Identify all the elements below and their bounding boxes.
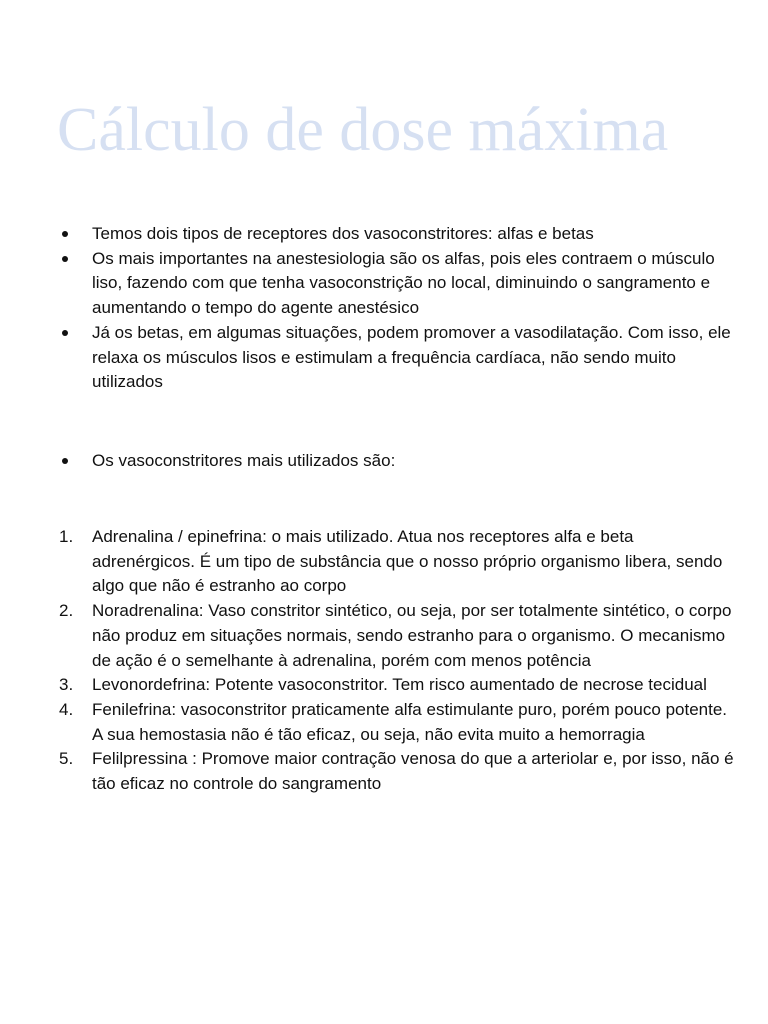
list-item [0, 449, 768, 474]
list-item-text: Os vasoconstritores mais utilizados são: [92, 451, 396, 470]
list-number: 4. [59, 699, 74, 719]
list-item [0, 247, 768, 321]
list-item-text: Os mais importantes na anestesiologia são os alfas, pois eles contraem o músculo liso, fazendo com que tenha vasoconstrição no local, diminuindo o sangramento e aumentando o tempo do agente anestésico [92, 248, 715, 318]
list-item [0, 599, 768, 673]
list-item [0, 321, 768, 395]
list-item-text: Levonordefrina: Potente vasoconstritor. Tem risco aumentado de necrose tecidual [92, 675, 707, 695]
list-item [0, 673, 768, 698]
receptor-bullet-list [0, 222, 768, 395]
list-number: 5. [59, 749, 74, 769]
bullet-icon [62, 330, 68, 336]
list-item [0, 747, 768, 796]
vasoconstrictor-numbered-list [0, 525, 768, 797]
list-item-text: Já os betas, em algumas situações, podem promover a vasodilatação. Com isso, ele relaxa os músculos lisos e estimulam a frequência cardíaca, não sendo muito utilizados [92, 322, 731, 392]
page-title: Cálculo de dose máxima [57, 96, 669, 164]
list-item-text: Temos dois tipos de receptores dos vasoconstritores: alfas e betas [92, 224, 594, 243]
list-item-text: Fenilefrina: vasoconstritor praticamente alfa estimulante puro, porém pouco potente. A sua hemostasia não é tão eficaz, ou seja, não evita muito a hemorragia [92, 699, 728, 744]
list-item [0, 698, 768, 747]
bullet-icon [62, 231, 68, 237]
intro-bullet-list [0, 449, 768, 474]
bullet-icon [62, 458, 68, 464]
bullet-icon [62, 256, 68, 262]
list-number: 1. [59, 527, 74, 546]
list-item-text: Adrenalina / epinefrina: o mais utilizado. Atua nos receptores alfa e beta adrenérgicos. É um tipo de substância que o nosso próprio organismo libera, sendo algo que não é estranho ao corpo [92, 527, 723, 596]
list-item [0, 222, 768, 247]
list-item-text: Felilpressina : Promove maior contração venosa do que a arteriolar e, por isso, não é tão eficaz no controle do sangramento [92, 749, 734, 794]
list-item-text: Noradrenalina: Vaso constritor sintético, ou seja, por ser totalmente sintético, o corpo não produz em situações normais, sendo estranho para o organismo. O mecanismo de ação é o semelhante à adrenalina, porém com menos potência [92, 601, 732, 670]
list-number: 2. [59, 601, 74, 621]
list-number: 3. [59, 675, 74, 695]
list-item [0, 525, 768, 599]
